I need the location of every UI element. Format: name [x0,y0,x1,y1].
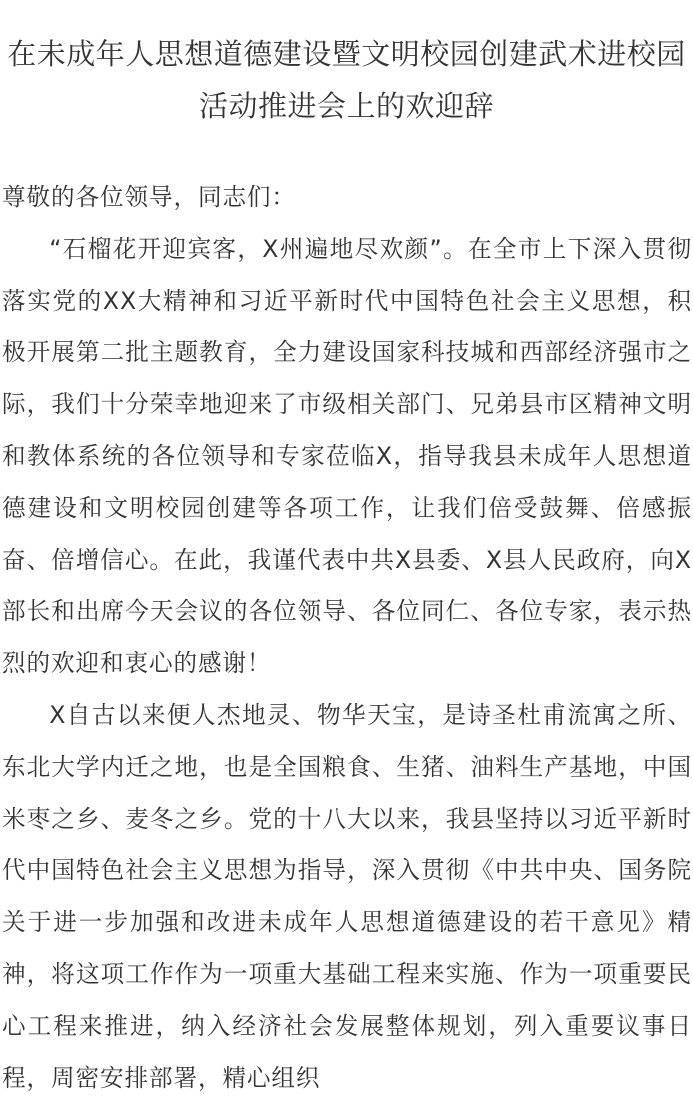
paragraph-welcome: “石榴花开迎宾客，X州遍地尽欢颜”。在全市上下深入贯彻落实党的XX大精神和习近平新时代中国特色社会主义思想，积极开展第二批主题教育，全力建设国家科技城和西部经济强市之际，我们十分荣幸地迎来了市级相关部门、兄弟县市区精神文明和教体系统的各位领导和专家莅临X，指导我县未成年人思想道德建设和文明校园创建等各项工作，让我们倍受鼓舞、倍感振奋、倍增信心。在此，我谨代表中共X县委、X县人民政府，向X部长和出席今天会议的各位领导、各位同仁、各位专家，表示热烈的欢迎和衷心的感谢！ [2,234,692,678]
salutation: 尊敬的各位领导，同志们： [2,183,296,211]
document-body [0,172,693,1097]
document-title: 在未成年人思想道德建设暨文明校园创建武术进校园活动推进会上的欢迎辞 [7,37,686,123]
paragraph-county-intro: X自古以来便人杰地灵、物华天宝，是诗圣杜甫流寓之所、东北大学内迁之地，也是全国粮食、生猪、油料生产基地，中国米枣之乡、麦冬之乡。党的十八大以来，我县坚持以习近平新时代中国特色社会主义思想为指导，深入贯彻《中共中央、国务院关于进一步加强和改进未成年人思想道德建设的若干意见》精神，将这项工作作为一项重大基础工程来实施、作为一项重要民心工程来推进，纳入经济社会发展整体规划，列入重要议事日程，周密安排部署，精心组织 [2,700,692,1092]
